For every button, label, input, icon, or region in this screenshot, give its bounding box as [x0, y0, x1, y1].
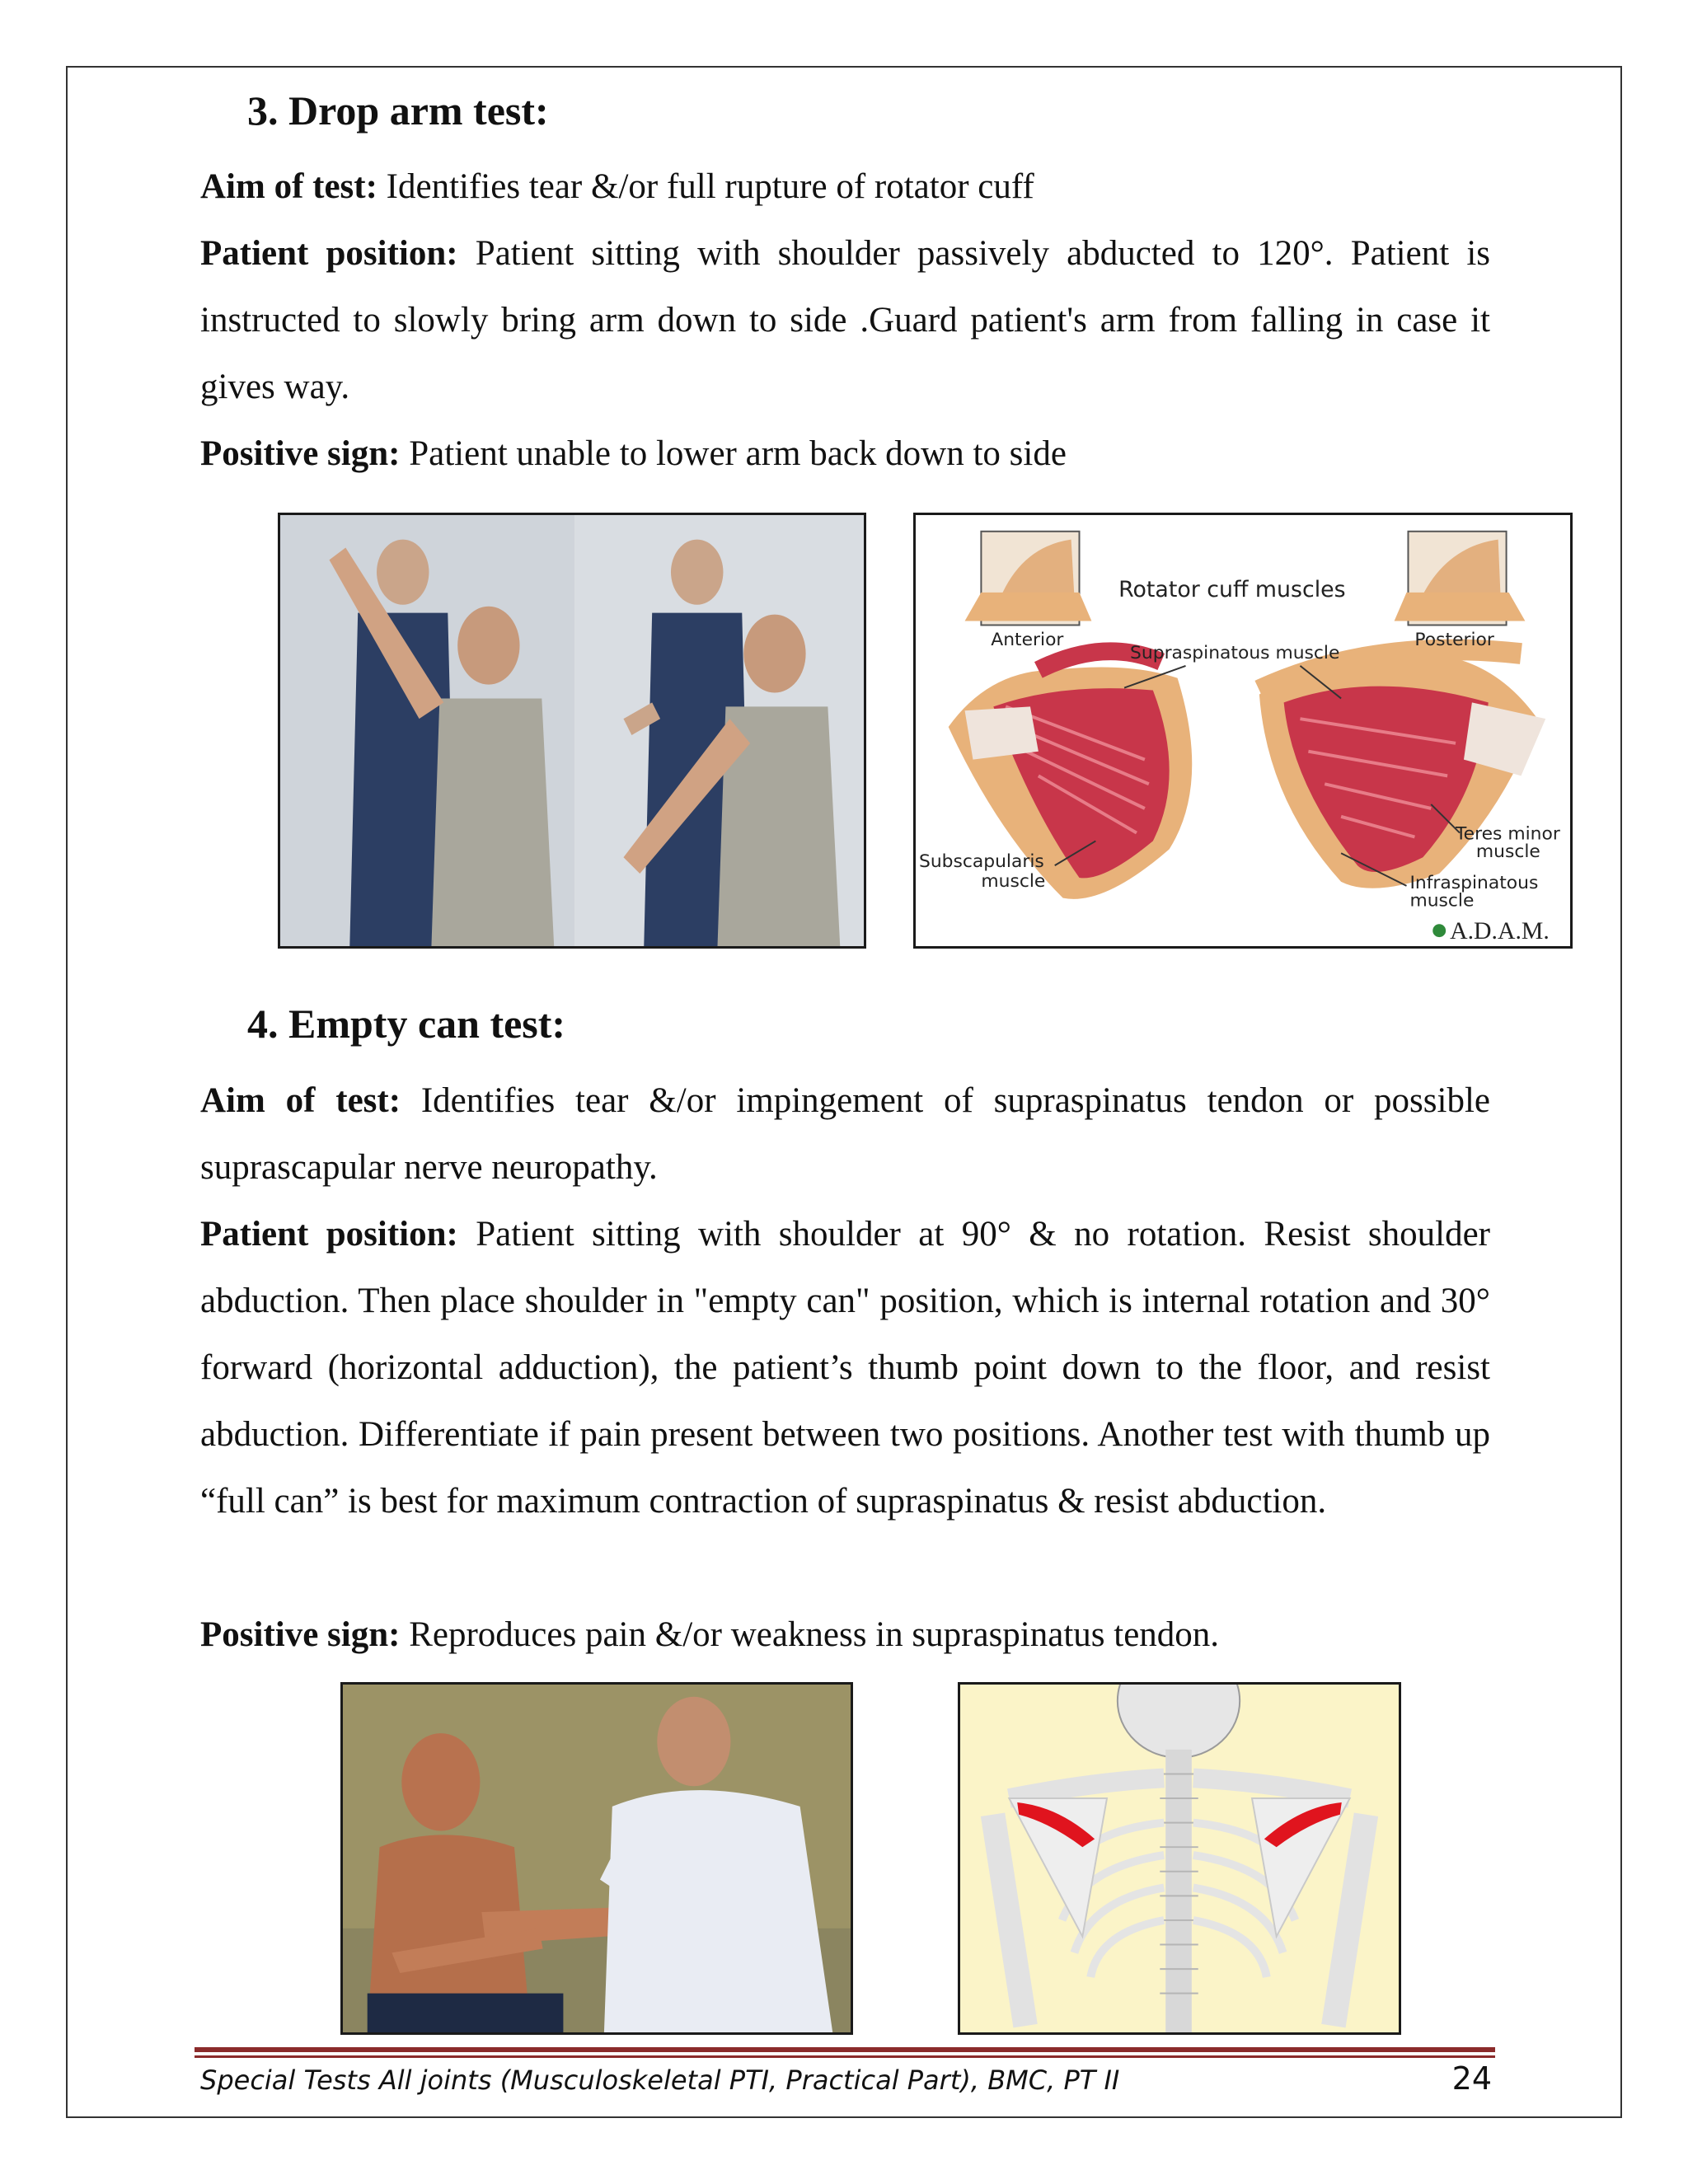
- empty-can-positive: [200, 1601, 1490, 1668]
- drop-arm-photo: [278, 513, 866, 949]
- drop-arm-aim: [200, 153, 1490, 220]
- page-number: 24: [1451, 2060, 1492, 2097]
- label-infraspinatous-1: Infraspinatous: [1409, 872, 1539, 893]
- label-infraspinatous-2: muscle: [1409, 890, 1475, 912]
- position-label: Patient position:: [200, 234, 458, 273]
- footer-rule-thin: [195, 2055, 1495, 2058]
- aim-text: Identifies tear &/or impingement of supraspinatus tendon or possible suprascapular nerve neuropathy.: [200, 1081, 1490, 1187]
- positive-label: Positive sign:: [200, 1615, 401, 1654]
- label-rotator-title: Rotator cuff muscles: [1118, 576, 1346, 602]
- positive-text: Patient unable to lower arm back down to side: [400, 434, 1067, 473]
- empty-can-photo: [340, 1682, 853, 2035]
- adam-logo: A.D.A.M.: [1450, 918, 1550, 945]
- footer-text: Special Tests All joints (Musculoskeletal PTI, Practical Part), BMC, PT II: [200, 2064, 1120, 2096]
- section-heading-drop-arm: 3. Drop arm test:: [247, 87, 549, 134]
- position-text: Patient sitting with shoulder passively abducted to 120°. Patient is instructed to slowly bring arm down to side .Guard patient's arm from falling in case it gives way.: [200, 234, 1491, 406]
- aim-label: Aim of test:: [200, 167, 377, 206]
- label-teres-2: muscle: [1475, 841, 1540, 863]
- aim-text: Identifies tear &/or full rupture of rotator cuff: [377, 167, 1034, 206]
- label-anterior: Anterior: [991, 630, 1064, 651]
- rotator-cuff-diagram: [913, 513, 1573, 949]
- adam-logo-icon: [1432, 924, 1446, 937]
- empty-can-aim: [200, 1067, 1490, 1201]
- label-subscapularis-1: Subscapularis: [918, 851, 1044, 873]
- drop-arm-position: [200, 220, 1490, 420]
- label-teres-1: Teres minor: [1456, 823, 1560, 845]
- position-label: Patient position:: [200, 1215, 458, 1254]
- footer-rule: [195, 2047, 1495, 2052]
- position-text: Patient sitting with shoulder at 90° & no rotation. Resist shoulder abduction. Then place shoulder in "empty can" position, which is internal rotation and 30° forward (horizontal adduction), the patient’s thumb point down to the floor, and resist abduction. Differentiate if pain present between two positions. Another test with thumb up “full can” is best for maximum contraction of supraspinatus & resist abduction.: [200, 1215, 1490, 1521]
- aim-label: Aim of test:: [200, 1081, 401, 1120]
- label-posterior: Posterior: [1414, 630, 1494, 651]
- positive-text: Reproduces pain &/or weakness in supraspinatus tendon.: [400, 1615, 1220, 1654]
- empty-can-position: [200, 1201, 1490, 1535]
- drop-arm-positive: [200, 420, 1490, 487]
- positive-label: Positive sign:: [200, 434, 401, 473]
- skeleton-back-diagram: [958, 1682, 1401, 2035]
- label-supraspinatous: Supraspinatous muscle: [1130, 643, 1340, 663]
- section-heading-empty-can: 4. Empty can test:: [247, 1001, 566, 1047]
- label-subscapularis-2: muscle: [981, 870, 1046, 892]
